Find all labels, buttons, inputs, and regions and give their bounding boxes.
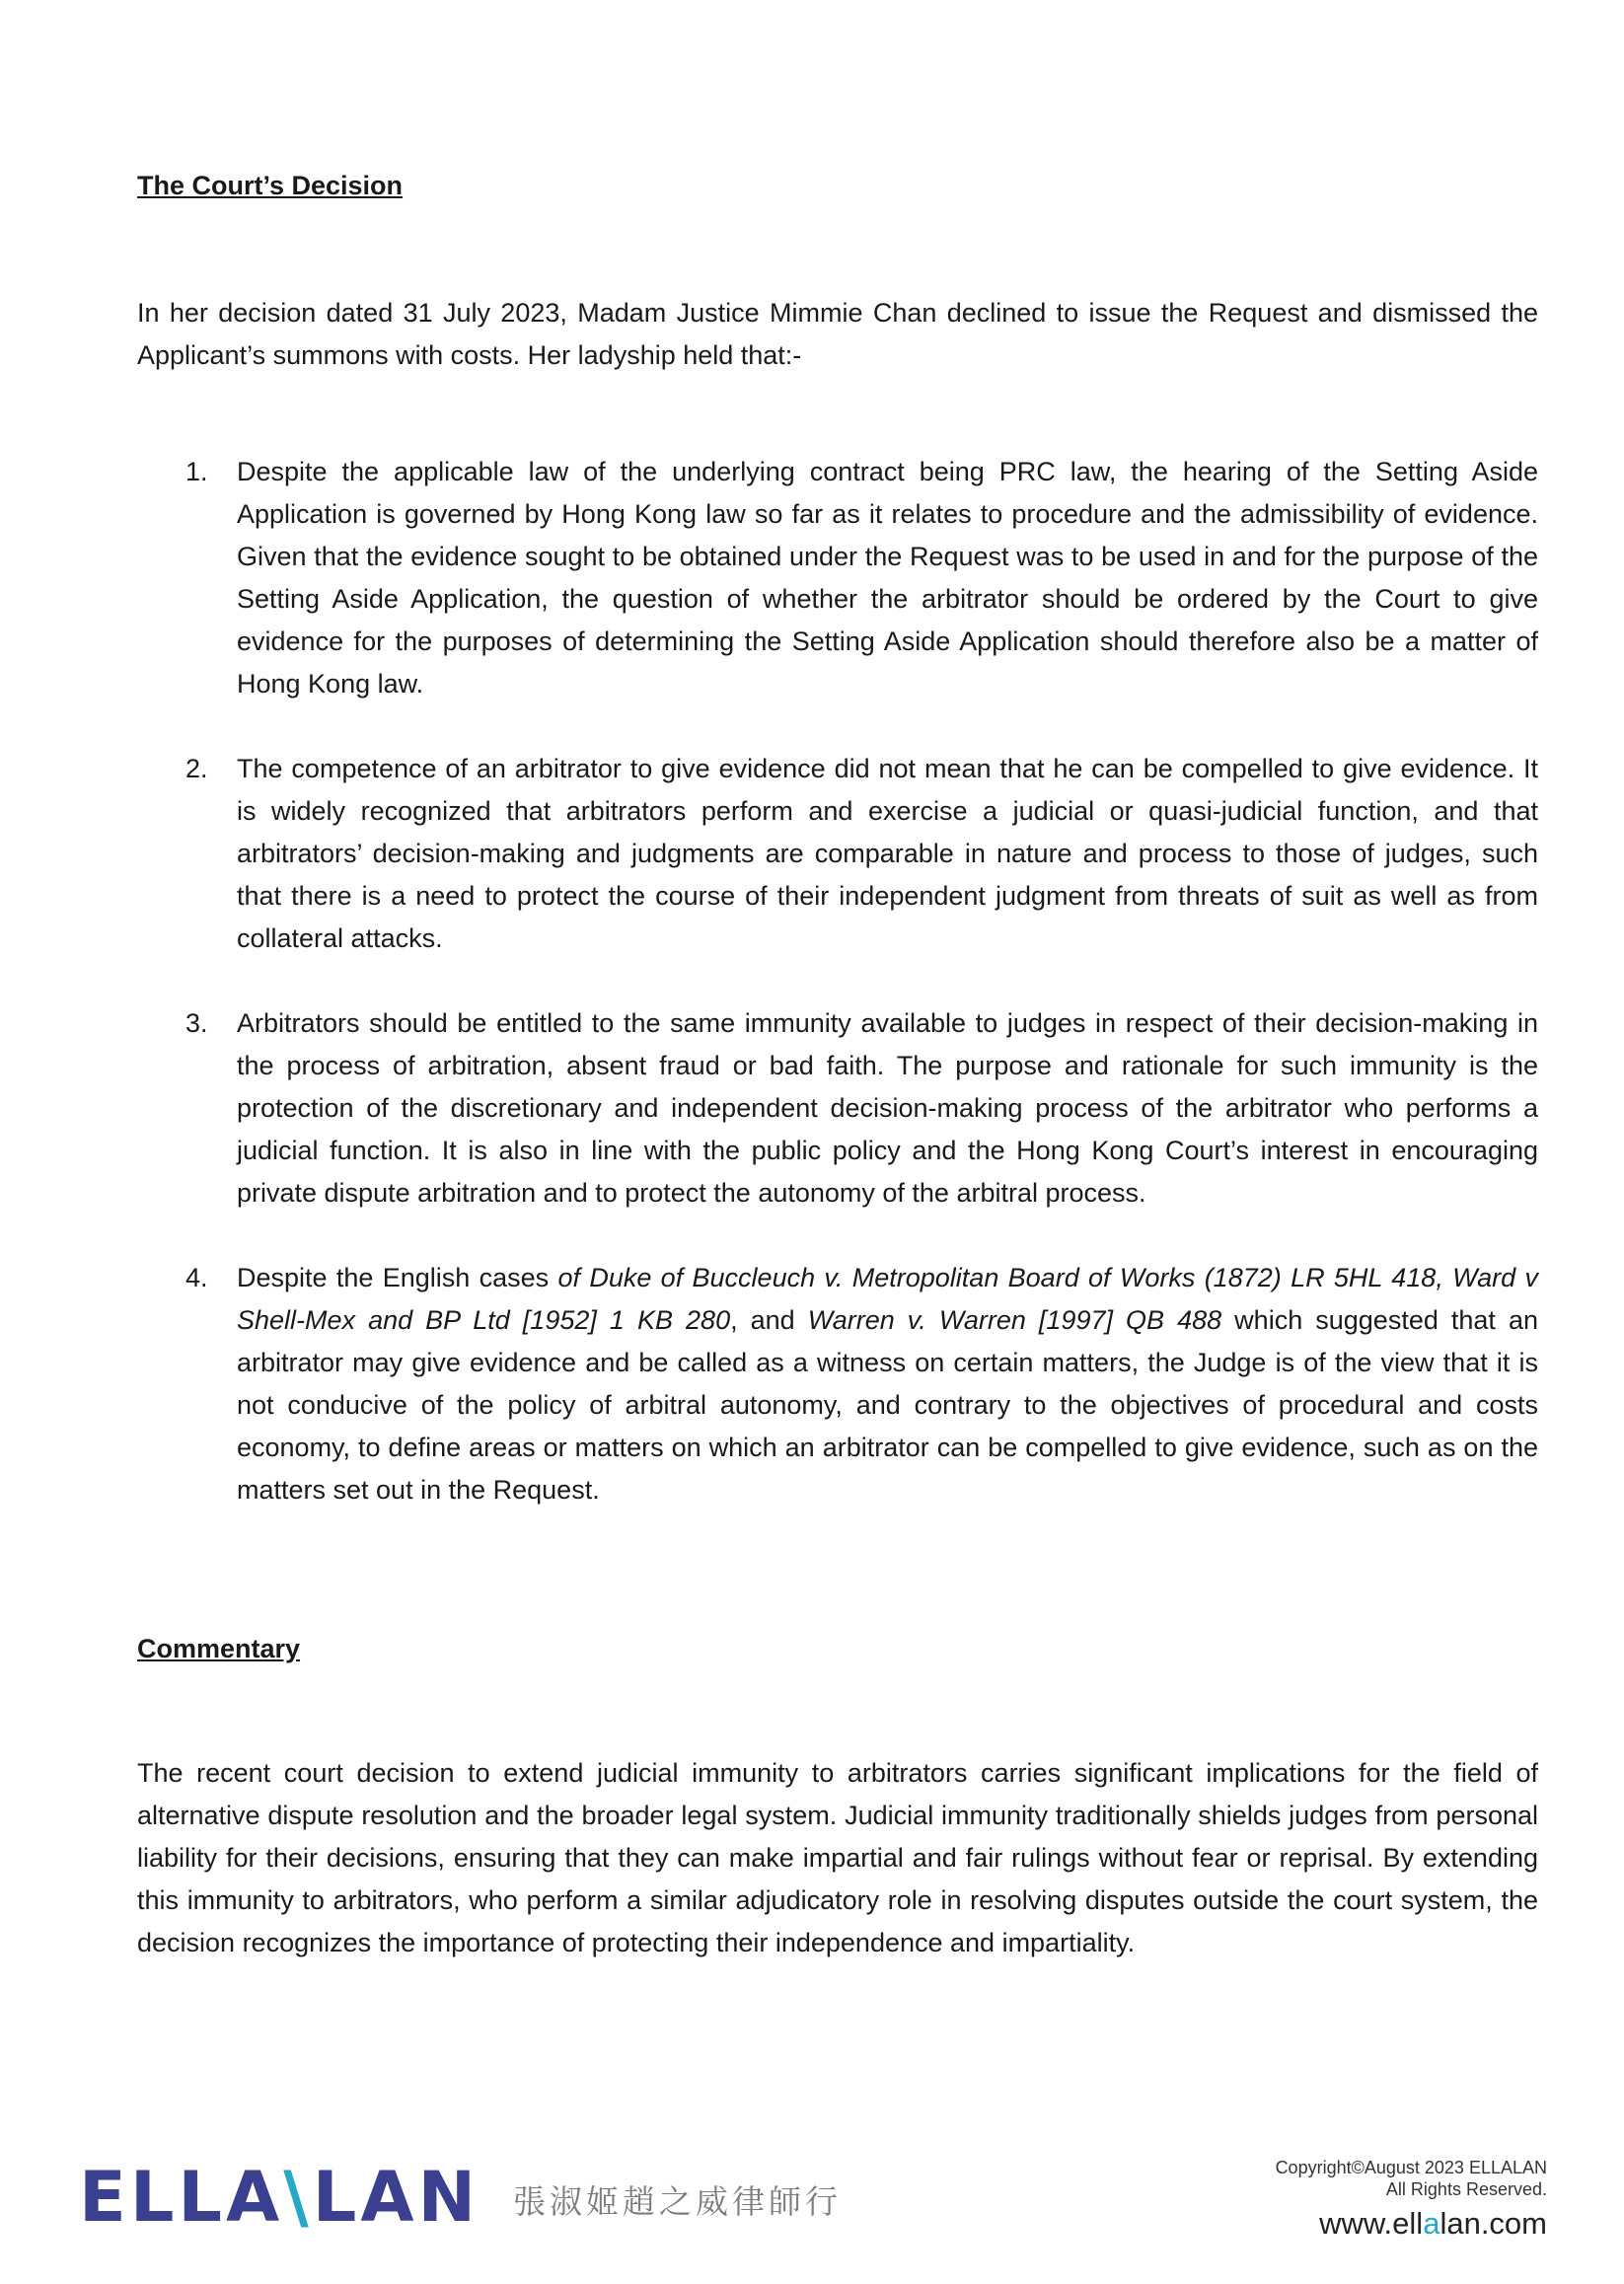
- decision-intro: [137, 292, 1538, 377]
- commentary-heading: Commentary: [137, 1634, 301, 1663]
- commentary-text: The recent court decision to extend judicial immunity to arbitrators carries significant implications for the field of alternative dispute resolution and the broader legal system. Judicial immunity traditionally shields judges from personal liability for their decisions, ensuring that they can make impartial and fair rulings without fear or reprisal. By extending this immunity to arbitrators, who perform a similar adjudicatory role in resolving disputes outside the court system, the decision recognizes the importance of protecting their independence and impartiality.: [137, 1758, 1538, 1957]
- list-item-number: 2.: [185, 754, 208, 783]
- website-accent: a: [1423, 2206, 1440, 2241]
- website-text-2: lan.com: [1439, 2206, 1547, 2241]
- list-item-text: Arbitrators should be entitled to the same immunity available to judges in respect of their decision-making in the process of arbitration, absent fraud or bad faith. The purpose and rationale for such immunity is the protection of the discretionary and independent decision-making process of the arbitrator who performs a judicial function. It is also in line with the public policy and the Hong Kong Court’s interest in encouraging private dispute arbitration and to protect the autonomy of the arbitral process.: [237, 1008, 1538, 1208]
- list-item: [137, 1257, 1538, 1511]
- page-footer: [0, 2141, 1624, 2259]
- copyright-notice: [1276, 2157, 1547, 2200]
- list-item: [137, 1002, 1538, 1215]
- list-item-number: 3.: [185, 1008, 208, 1038]
- list-item-text-c: which suggested that an arbitrator may give evidence and be called as a witness on certain matters, the Judge is of the view that it is not conducive of the policy of arbitral autonomy, and contrary to the objectives of procedural and costs economy, to define areas or matters on which an arbitrator can be compelled to give evidence, such as on the matters set out in the Request.: [237, 1305, 1539, 1505]
- list-item-text-a: Despite the English cases: [237, 1263, 558, 1292]
- logo-accent-slash: \: [283, 2157, 313, 2238]
- website-link[interactable]: [1319, 2206, 1547, 2242]
- list-item-number: 4.: [185, 1263, 208, 1292]
- list-item-text-b: , and: [730, 1305, 808, 1335]
- copyright-line-1: Copyright©August 2023 ELLALAN: [1275, 2158, 1547, 2177]
- case-citation-a: of Duke of Buccleuch v. Metropolitan Board of Works (1872) LR 5HL 418, Ward v Shell-Mex and BP Ltd [1952] 1 KB 280: [237, 1263, 1538, 1335]
- list-item-text: Despite the applicable law of the underlying contract being PRC law, the hearing of the Setting Aside Application is governed by Hong Kong law so far as it relates to procedure and the admissibility of evidence. Given that the evidence sought to be obtained under the Request was to be used in and for the purpose of the Setting Aside Application, the question of whether the arbitrator should be ordered by the Court to give evidence for the purposes of determining the Setting Aside Application should therefore also be a matter of Hong Kong law.: [237, 457, 1538, 699]
- logo-text-2: LAN: [312, 2157, 480, 2238]
- firm-logo: [79, 2157, 480, 2238]
- copyright-line-2: All Rights Reserved.: [1385, 2179, 1547, 2199]
- case-citation-b: Warren v. Warren [1997] QB 488: [807, 1305, 1222, 1335]
- decision-heading: The Court’s Decision: [137, 171, 404, 200]
- commentary-body: [137, 1752, 1538, 1964]
- firm-chinese-name: 張淑姬趙之威律師行: [513, 2182, 842, 2221]
- website-text-1: www.ell: [1319, 2206, 1424, 2241]
- list-item: [137, 451, 1538, 705]
- list-item-number: 1.: [185, 457, 208, 486]
- list-item-text: The competence of an arbitrator to give evidence did not mean that he can be compelled to give evidence. It is widely recognized that arbitrators perform and exercise a judicial or quasi-judicial function, and that arbitrators’ decision-making and judgments are comparable in nature and process to those of judges, such that there is a need to protect the course of their independent judgment from threats of suit as well as from collateral attacks.: [237, 754, 1538, 953]
- decision-intro-text: In her decision dated 31 July 2023, Madam Justice Mimmie Chan declined to issue the Request and dismissed the Applicant’s summons with costs. Her ladyship held that:-: [137, 298, 1538, 370]
- logo-text-1: ELLA: [79, 2157, 284, 2238]
- decision-list: [137, 451, 1538, 1511]
- list-item: [137, 748, 1538, 960]
